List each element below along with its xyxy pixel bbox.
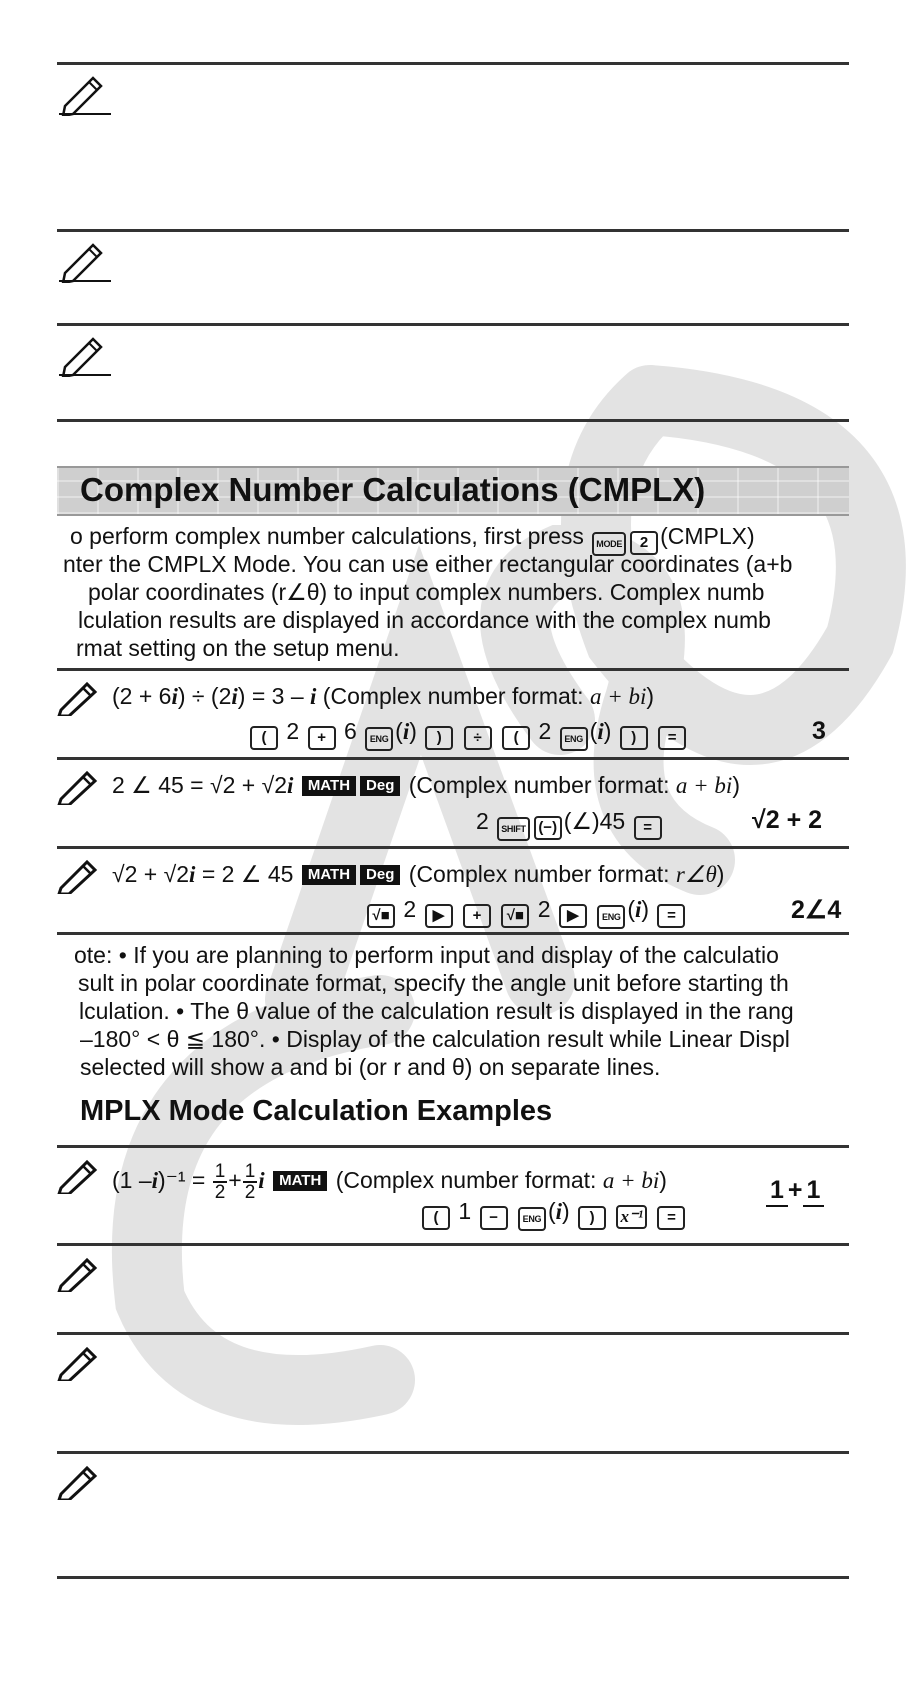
close-paren-key: ) bbox=[620, 726, 648, 750]
shift-key: SHIFT bbox=[497, 817, 530, 841]
pencil-icon bbox=[57, 74, 115, 116]
note-line-4: –180° < θ ≦ 180°. • Display of the calculation result while Linear Displ bbox=[80, 1026, 790, 1052]
pencil-icon bbox=[57, 1158, 101, 1194]
example-3-result: 2∠4 bbox=[791, 896, 842, 924]
divider bbox=[57, 1451, 849, 1454]
eng-key: ENG bbox=[365, 727, 393, 751]
deg-badge: Deg bbox=[360, 776, 400, 796]
note-line-2: sult in polar coordinate format, specify the angle unit before starting th bbox=[78, 970, 789, 996]
pencil-icon bbox=[57, 1345, 101, 1381]
fraction: $\frac{1}{2}$ bbox=[244, 1160, 256, 1203]
open-paren-key: ( bbox=[422, 1206, 450, 1230]
divider bbox=[57, 229, 849, 232]
close-paren-key: ) bbox=[578, 1206, 606, 1230]
divider bbox=[57, 1332, 849, 1335]
right-arrow-key: ▶ bbox=[559, 904, 587, 928]
divider bbox=[57, 846, 849, 849]
two-key: 2 bbox=[630, 531, 658, 555]
mode-key: MODE bbox=[592, 532, 626, 556]
pencil-icon bbox=[57, 241, 115, 283]
example-2-expression: 2 ∠ 45 = √2 + √2i MATH Deg (Complex number format: a + bi) bbox=[112, 772, 740, 798]
example-2-keys: 2 SHIFT (−) (∠)45 = bbox=[476, 808, 664, 841]
example-4-result: 1 + 1 bbox=[766, 1176, 824, 1207]
equals-key: = bbox=[634, 816, 662, 840]
note-line-5: selected will show a and bi (or r and θ) on separate lines. bbox=[80, 1054, 661, 1080]
right-arrow-key: ▶ bbox=[425, 904, 453, 928]
intro-line-5: rmat setting on the setup menu. bbox=[76, 635, 400, 661]
divider bbox=[57, 1243, 849, 1246]
intro-line-4: lculation results are displayed in accordance with the complex numb bbox=[78, 607, 771, 633]
example-4-keys: ( 1 − ENG (i) ) x⁻¹ = bbox=[420, 1198, 687, 1231]
pencil-icon bbox=[57, 858, 101, 894]
eng-key: ENG bbox=[518, 1207, 546, 1231]
deg-badge: Deg bbox=[360, 865, 400, 885]
open-paren-key: ( bbox=[502, 726, 530, 750]
equals-key: = bbox=[658, 726, 686, 750]
pencil-icon bbox=[57, 1256, 101, 1292]
math-badge: MATH bbox=[302, 776, 356, 796]
example-3-keys: √■ 2 ▶ + √■ 2 ▶ ENG (i) = bbox=[365, 896, 687, 929]
divider bbox=[57, 323, 849, 326]
math-badge: MATH bbox=[302, 865, 356, 885]
plus-key: + bbox=[463, 904, 491, 928]
equals-key: = bbox=[657, 904, 685, 928]
note-line-3: lculation. • The θ value of the calculation result is displayed in the rang bbox=[79, 998, 794, 1024]
example-3-expression: √2 + √2i = 2 ∠ 45 MATH Deg (Complex number format: r∠θ) bbox=[112, 861, 725, 887]
example-1-expression: (2 + 6i) ÷ (2i) = 3 – i (Complex number format: a + bi) bbox=[112, 683, 655, 709]
fraction: $\frac{1}{2}$ bbox=[214, 1160, 226, 1203]
example-1-keys: ( 2 + 6 ENG (i) ) ÷ ( 2 ENG (i) ) = bbox=[248, 718, 688, 751]
divider bbox=[57, 419, 849, 422]
intro-line-1: o perform complex number calculations, first press MODE 2 (CMPLX) bbox=[70, 523, 755, 556]
math-badge: MATH bbox=[273, 1171, 327, 1191]
sqrt-key: √■ bbox=[367, 904, 395, 928]
pencil-icon bbox=[57, 1464, 101, 1500]
section-title: Complex Number Calculations (CMPLX) bbox=[80, 471, 706, 508]
intro-line-2: nter the CMPLX Mode. You can use either rectangular coordinates (a+b bbox=[63, 551, 793, 577]
sqrt-key: √■ bbox=[501, 904, 529, 928]
open-paren-key: ( bbox=[250, 726, 278, 750]
intro-line-3: polar coordinates (r∠θ) to input complex numbers. Complex numb bbox=[88, 579, 765, 605]
example-1-result: 3 bbox=[812, 717, 826, 745]
divider bbox=[57, 668, 849, 671]
eng-key: ENG bbox=[560, 727, 588, 751]
divider bbox=[57, 1576, 849, 1579]
equals-key: = bbox=[657, 1206, 685, 1230]
divider bbox=[57, 757, 849, 760]
pencil-icon bbox=[57, 769, 101, 805]
negative-key: (−) bbox=[534, 816, 562, 840]
divider bbox=[57, 932, 849, 935]
minus-key: − bbox=[480, 1206, 508, 1230]
section-2-title: MPLX Mode Calculation Examples bbox=[80, 1095, 553, 1127]
close-paren-key: ) bbox=[425, 726, 453, 750]
divider bbox=[57, 62, 849, 65]
plus-key: + bbox=[308, 726, 336, 750]
pencil-icon bbox=[57, 335, 115, 377]
eng-key: ENG bbox=[597, 905, 625, 929]
divide-key: ÷ bbox=[464, 726, 492, 750]
divider bbox=[57, 1145, 849, 1148]
inverse-key: x⁻¹ bbox=[616, 1205, 647, 1229]
example-2-result: √2 + 2 bbox=[752, 806, 823, 834]
example-4-expression: (1 –i)⁻¹ = $\frac{1}{2}$ + $\frac{1}{2}$ i MATH (Complex number format: a + bi) bbox=[112, 1160, 667, 1203]
pencil-icon bbox=[57, 680, 101, 716]
note-line-1: ote: • If you are planning to perform input and display of the calculatio bbox=[74, 942, 779, 968]
